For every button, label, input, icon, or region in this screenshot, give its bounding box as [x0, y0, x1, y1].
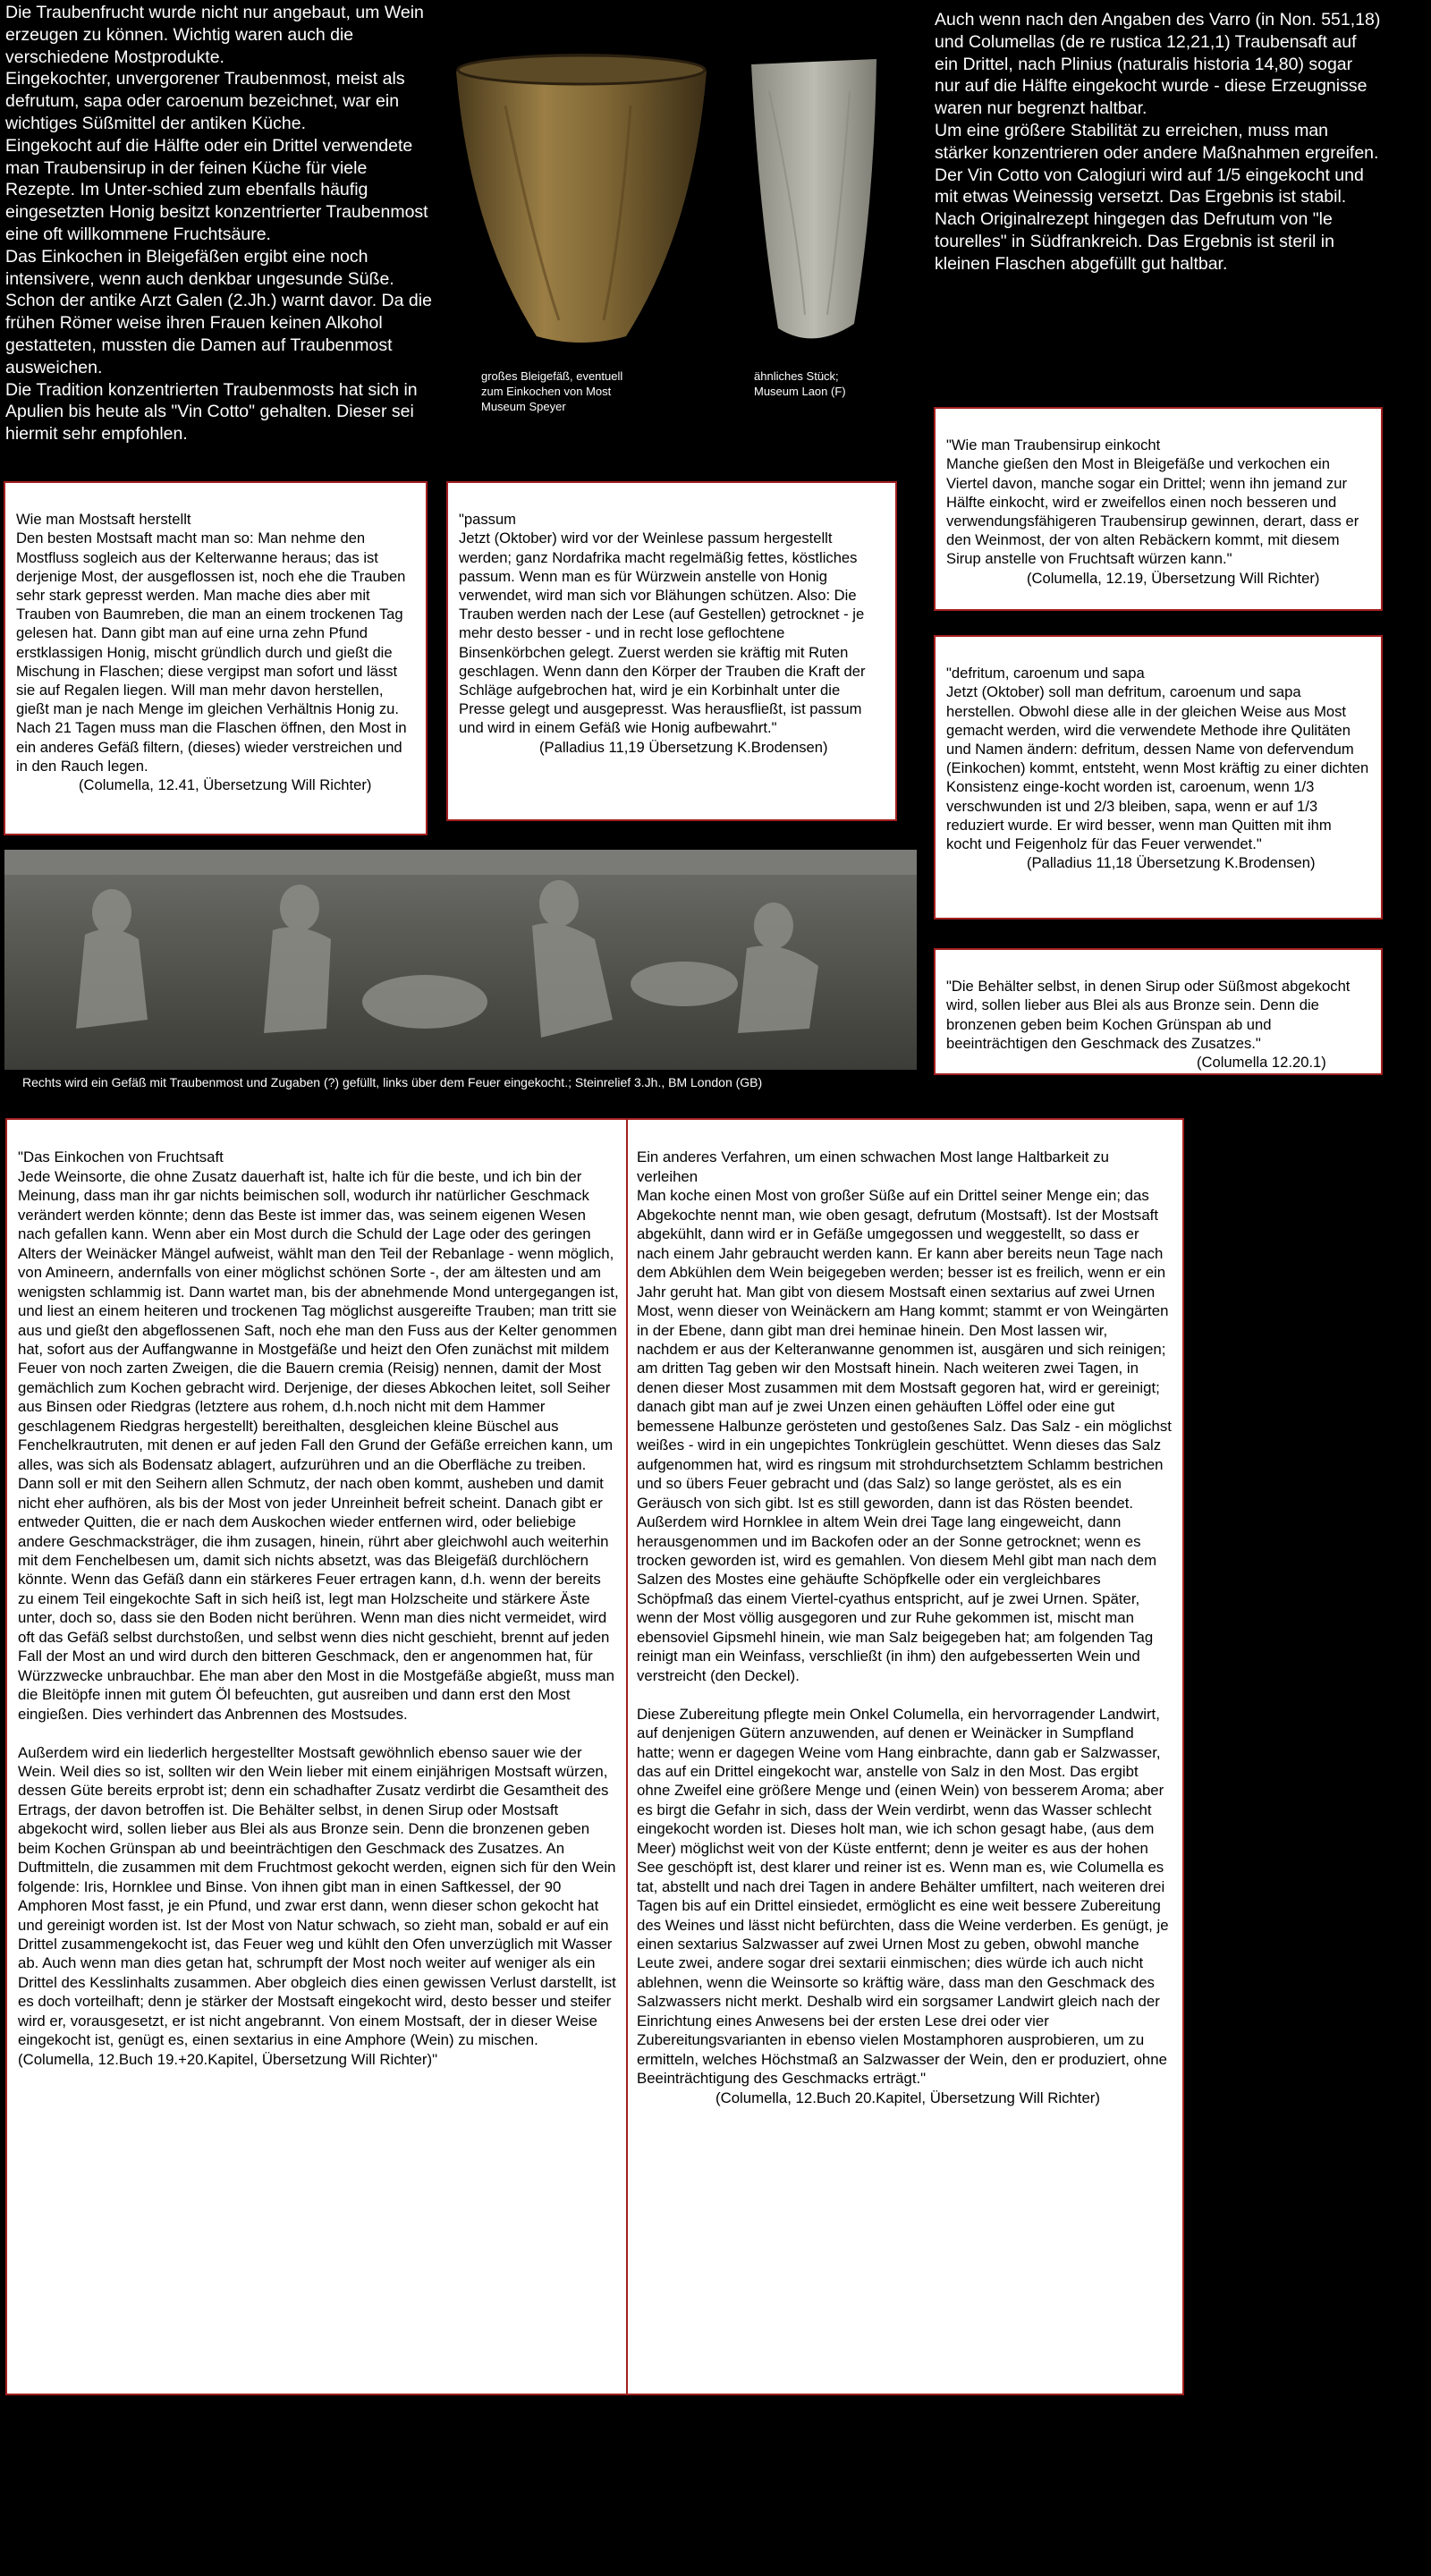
- vessel-1-caption: großes Bleigefäß, eventuell zum Einkochen von Most Museum Speyer: [481, 369, 623, 413]
- vessel-2-caption: ähnliches Stück; Museum Laon (F): [754, 369, 846, 398]
- quote-box-traubensirup: [934, 407, 1383, 611]
- quote-body: "Das Einkochen von Fruchtsaft Jede Weinsorte, die ohne Zusatz dauerhaft ist, halte ich für die beste, und ich bin der Meinung, dass man ihr gar nichts beimischen soll, wodurch ihr natürlicher Geschmack verändert werden könnte; denn das Beste ist immer das, was seinem eigenen Wesen nach gefallen kann. Wenn aber ein Most durch die Schuld der Lage oder des geringen Alters der Weinäcker Mängel aufweist, wählt man den Teil der Rebanlage - wenn möglich, von Amineern, andernfalls von einer möglichst schönen Sorte -, der am ältesten und am wenigsten schlammig ist. Dann wartet man, bis der abnehmende Mond untergegangen ist, und liest an einem heiteren und trockenen Tag möglichst ausgereifte Trauben; man tritt sie aus und gießt den abgeflossenen Saft, noch ehe man den Fuss aus der Kelter genommen hat, sofort aus der Auffangwanne in Mostgefäße und heizt den Ofen zunächst mit mildem Feuer von noch zarten Zweigen, die die Bauern cremia (Reisig) nennen, damit der Most gemächlich zum Kochen gebracht wird. Derjenige, der dieses Abkochen leitet, soll Seiher aus Binsen oder Riedgras (letztere aus rohem, d.h.noch nicht mit dem Hammer geschlagenem Riedgras hergestellt) bereithalten, desgleichen kleine Büschel aus Fenchelkrautruten, mit denen er auf jeden Fall den Grund der Gefäße erreichen kann, um alles, was sich als Bodensatz ablagert, aufzurühren und an die Oberfläche zu treiben. Dann soll er mit den Seihern allen Schmutz, der nach oben kommt, ausheben und damit nicht eher aufhören, als bis der Most von jeder Unreinheit befreit scheint. Danach gibt er entweder Quitten, die er nach dem Auskochen wieder entfernen wird, oder beliebige andere Geschmacksträger, die ihm zusagen, hinein, rührt aber gleichwohl auch weiterhin mit dem Fenchelbesen um, damit sich nichts absetzt, was das Bleigefäß durchlöchern könnte. Wenn das Gefäß dann ein stärkeres Feuer ertragen kann, d.h. wenn der bereits zu einem Teil eingekochte Saft in sich heiß ist, legt man Holzscheite und stärkere Äste unter, doch so, dass sie den Boden nicht berühren. Wenn man dies nicht vermeidet, wird oft das Gefäß selbst durchstoßen, und selbst wenn dies nicht geschieht, brennt auf jeden Fall der Most an und wird durch den bitteren Geschmack, den er angenommen hat, für Würzzwecke unbrauchbar. Ehe man aber den Most in die Mostgefäße abgießt, muss man die Bleitöpfe innen mit gutem Öl befeuchten, gut ausreiben und dann erst den Most eingießen. Dies verhindert das Anbrennen des Mostsudes. Außerdem wird ein liederlich hergestellter Mostsaft gewöhnlich ebenso sauer wie der Wein. Weil dies so ist, sollten wir den Wein lieber mit einem einjährigen Mostsaft würzen, dessen Güte bereits erprobt ist; denn ein schadhafter Zusatz verdirbt die Gesamtheit des Ertrags, der davon betroffen ist. Die Behälter selbst, in denen Sirup oder Mostsaft abgekocht wird, sollen lieber aus Blei als aus Bronze sein. Denn die bronzenen geben beim Kochen Grünspan ab und beeinträchtigen den Geschmack des Zusatzes. An Duftmitteln, die zusammen mit dem Fruchtmost gekocht werden, eignen sich für den Wein folgende: Iris, Hornklee und Binse. Von ihnen gibt man in einen Saftkessel, der 90 Amphoren Most fasst, je ein Pfund, und zwar erst dann, wenn dieser schon gekocht hat und gereinigt worden ist. Ist der Most von Natur schwach, so zieht man, sobald er auf ein Drittel zusammengekocht ist, das Feuer weg und kühlt den Ofen unverzüglich mit Wasser ab. Auch wenn man dies getan hat, schrumpft der Most noch weiter auf weniger als ein Drittel des Kesslinhalts zusammen. Aber obgleich dies einen gewissen Verlust darstellt, ist es doch vorteilhaft; denn je stärker der Mostsaft eingekocht wird, desto besser und steifer wird er, vorausgesetzt, er ist nicht angebrannt. Von einem Mostsaft, der in dieser Weise eingekocht ist, genügt es, einen sextarius in eine Amphore (Wein) zu mischen. (Columella, 12.Buch 19.+20.Kapitel, Übersetzung Will Richter)": [18, 1148, 619, 2068]
- relief-caption: Rechts wird ein Gefäß mit Traubenmost und Zugaben (?) gefüllt, links über dem Feuer eingekocht.; Steinrelief 3.Jh., BM London (GB): [22, 1075, 763, 1089]
- similar-vessel-photo: [742, 55, 885, 360]
- quote-body: Ein anderes Verfahren, um einen schwachen Most lange Haltbarkeit zu verleihen Man koche einen Most von großer Süße auf ein Drittel seiner Menge ein; das Abgekochte nennt man, wie oben gesagt, defrutum (Mostsaft). Ist der Mostsaft abgekühlt, dann wird er in Gefäße umgegossen und weggestellt, so dass er nach einem Jahr gebraucht werden kann. Er kann aber bereits neun Tage nach dem Abkühlen dem Wein beigegeben werden; besser ist es freilich, wenn er ein Jahr geruht hat. Man gibt von diesem Mostsaft einen sextarius auf zwei Urnen Most, wenn dieser von Weinäckern am Hang kommt; stammt er von Weingärten in der Ebene, dann gibt man drei heminae hinein. Den Most lassen wir, nachdem er aus der Kelteranwanne genommen ist, ausgären und sich reinigen; am dritten Tag geben wir den Mostsaft hinein. Nach weiteren zwei Tagen, in denen dieser Most zusammen mit dem Mostsaft gegoren hat, wird er gereinigt; danach gibt man auf je zwei Unzen einen gehäuften Löffel oder eine gut bemessene Halbunze gerösteten und gestoßenes Salz. Das Salz - ein möglichst weißes - wird in ein ungepichtes Tonkrüglein geschüttet. Wenn dieses das Salz aufgenommen hat, wird es ringsum mit strohdurchsetztem Schlamm bestrichen und so übers Feuer gebracht und (das Salz) so lange geröstet, als es ein Geräusch von sich gibt. Ist es still geworden, dann ist das Rösten beendet. Außerdem wird Hornklee in altem Wein drei Tage lang eingeweicht, dann herausgenommen und im Backofen oder an der Sonne getrocknet; wenn es trocken geworden ist, wird es gemahlen. Von diesem Mehl gibt man nach dem Salzen des Mostes eine gehäufte Schöpfkelle oder ein vergleichbares Schöpfmaß das einem Viertel-cyathus entspricht, auf je zwei Urnen. Später, wenn der Most völlig ausgegoren und zur Ruhe gekommen ist, mischt man ebensoviel Gipsmehl hinein, wie man Salz beigegeben hat; am folgenden Tag reinigt man ein Weinfass, verschließt (in ihm) den aufgebesserten Wein und verstreicht (den Deckel). Diese Zubereitung pflegte mein Onkel Columella, ein hervorragender Landwirt, auf denjenigen Gütern anzuwenden, auf denen er Weinäcker in Sumpfland hatte; wenn er dagegen Weine vom Hang einbrachte, dann gab er Salzwasser, das auf ein Drittel eingekocht war, anstelle von Salz in den Most. Das ergibt ohne Zweifel eine größere Menge und (einen Wein) von besserem Aroma; aber es birgt die Gefahr in sich, dass der Wein verdirbt, wenn das Wasser schlecht eingekocht worden ist. Dieses holt man, wie ich schon gesagt habe, (aus dem Meer) möglichst weit von der Küste entfernt; denn je weiter es aus der hohen See geschöpft ist, dest klarer und reiner ist es. Wenn man es, wie Columella es tat, abstellt und nach drei Tagen in andere Behälter umfiltert, nach weiteren drei Tagen bis auf ein Drittel einsiedet, ermöglicht es eine weit bessere Zubereitung des Weines und lässt nicht befürchten, dass die Weine verderben. Es genügt, je einen sextarius Salzwasser auf zwei Urnen Most zu geben, obwohl manche Leute zwei, andere sogar drei sextarii einmischen; dies würde ich auch nicht ablehnen, wenn die Weinsorte so kräftig wäre, dass man den Geschmack des Salzwassers nicht merkt. Deshalb wird ein sorgsamer Landwirt gleich nach der Einrichtung eines Anwesens bei der ersten Lese drei oder vier Zubereitungsvarianten in ebenso vielen Mostamphoren ausprobieren, um zu ermitteln, welches Höchstmaß an Salzwasser der Wein, den er produziert, ohne Beeinträchtigung des Geschmacks erträgt.": [637, 1148, 1172, 2088]
- quote-citation: (Palladius 11,18 Übersetzung K.Brodensen): [1027, 854, 1316, 872]
- quote-box-passum: [446, 481, 897, 821]
- quote-box-mostsaft: [4, 481, 428, 835]
- quote-body: "defritum, caroenum und sapa Jetzt (Oktober) soll man defritum, caroenum und sapa herstellen. Obwohl diese alle in der gleichen Weise aus Most gemacht werden, wird die verwendete Methode ihre Qulitäten und Namen ändern: defritum, dessen Name von defervendum (Einkochen) kommt, entsteht, wenn Most kräftig zu einer dichten Konsistenz einge-kocht worden ist, caroenum, wenn 1/3 verschwunden ist und 2/3 bleiben, sapa, wenn er auf 1/3 reduziert wurde. Er wird besser, wenn man Quitten mit ihm kocht und Feigenholz für das Feuer verwendet.": [946, 665, 1369, 853]
- quote-body: Wie man Mostsaft herstellt Den besten Mostsaft macht man so: Man nehme den Mostfluss sogleich aus der Kelterwanne heraus; das ist derjenige Most, der ausgeflossen ist, noch ehe die Trauben sehr stark gepresst werden. Man mache dies aber mit Trauben von Baumreben, die man an einem trockenen Tag gelesen hat. Dann gibt man auf eine urna zehn Pfund erstklassigen Honig, mischt gründlich durch und gießt die Mischung in Flaschen; diese vergipst man sofort und lässt sie auf Regalen liegen. Will man mehr davon herstellen, gießt man je nach Menge im gleichen Verhältnis Honig zu. Nach 21 Tagen muss man die Flaschen öffnen, den Most in ein anderes Gefäß filtern, (dieses) wieder verstreichen und in den Rauch legen.: [16, 511, 407, 775]
- quote-box-behaelter: [934, 948, 1383, 1075]
- quote-box-einkochen: [5, 1118, 631, 2395]
- intro-right-text: Auch wenn nach den Angaben des Varro (in Non. 551,18) und Columellas (de re rustica 12,21,1) Traubensaft auf ein Drittel, nach Plinius (naturalis historia 14,80) sogar nur auf die Hälfte eingekocht wurde - diese Erzeugnisse waren nur begrenzt haltbar. Um eine größere Stabilität zu erreichen, muss man stärker konzentrieren oder andere Maßnahmen ergreifen. Der Vin Cotto von Calogiuri wird auf 1/5 eingekocht und mit etwas Weinessig versetzt. Das Ergebnis ist stabil. Nach Originalrezept hingegen das Defrutum von "le tourelles" in Südfrankreich. Das Ergebnis ist steril in kleinen Flaschen abgefüllt gut haltbar.: [935, 10, 1381, 274]
- stone-relief-photo: [4, 850, 917, 1070]
- quote-body: "passum Jetzt (Oktober) wird vor der Weinlese passum hergestellt werden; ganz Nordafrika macht regelmäßig fettes, köstliches passum. Wenn man es für Würzwein anstelle von Honig verwendet, wird man sich vor Blähungen schützen. Also: Die Trauben werden nach der Lese (auf Gestellen) getrocknet - je mehr desto besser - und in recht lose geflochtene Binsenkörbchen gelegt. Zuerst werden sie kräftig mit Ruten geschlagen. Wenn dann den Körper der Trauben die Kraft der Schläge aufgebrochen hat, wird je ein Korbinhalt unter die Presse gelegt und ausgepresst. Was herausfließt, ist passum und wird in einem Gefäß wie Honig aufbewahrt.": [459, 511, 866, 737]
- quote-citation: (Columella 12.20.1): [1197, 1054, 1326, 1072]
- quote-box-defritum: [934, 635, 1383, 919]
- intro-left-text: Die Traubenfrucht wurde nicht nur angebaut, um Wein erzeugen zu können. Wichtig waren auch die verschiedene Mostprodukte. Eingekochter, unvergorener Traubenmost, meist als defrutum, sapa oder caroenum bezeichnet, war ein wichtiges Süßmittel der antiken Küche. Eingekocht auf die Hälfte oder ein Drittel verwendete man Traubensirup in der feinen Küche für viele Rezepte. Im Unter-schied zum ebenfalls häufig eingesetzten Honig besitzt konzentrierter Traubenmost eine oft willkommene Fruchtsäure. Das Einkochen in Bleigefäßen ergibt eine noch intensivere, wenn auch denkbar ungesunde Süße. Schon der antike Arzt Galen (2.Jh.) warnt davor. Da die frühen Römer weise ihren Frauen keinen Alkohol gestatteten, mussten die Damen auf Traubenmost ausweichen. Die Tradition konzentrierten Traubenmosts hat sich in Apulien bis heute als "Vin Cotto" gehalten. Dieser sei hiermit sehr empfohlen.: [5, 3, 432, 445]
- quote-body: "Wie man Traubensirup einkocht Manche gießen den Most in Bleigefäße und verkochen ein Viertel davon, manche sogar ein Drittel; wenn ihn jemand zur Hälfte einkocht, wird er zweifellos einen noch besseren und verwendungsfähigeren Traubensirup gewinnen, derart, dass er den Weinmost, der von alten Rebäckern kommt, mit diesem Sirup anstelle von Fruchtsaft würzen kann.": [946, 436, 1359, 568]
- quote-box-anderes-verfahren: [626, 1118, 1184, 2395]
- quote-body: "Die Behälter selbst, in denen Sirup oder Süßmost abgekocht wird, sollen lieber aus Blei als aus Bronze sein. Denn die bronzenen geben beim Kochen Grünspan ab und beeinträchtigen den Geschmack des Zusatzes.": [946, 978, 1351, 1052]
- quote-citation: (Palladius 11,19 Übersetzung K.Brodensen): [539, 738, 828, 756]
- quote-citation: (Columella, 12.Buch 20.Kapitel, Übersetzung Will Richter): [716, 2089, 1100, 2106]
- lead-vessel-photo: [452, 52, 711, 347]
- quote-citation: (Columella, 12.19, Übersetzung Will Richter): [1027, 569, 1320, 587]
- quote-citation: (Columella, 12.41, Übersetzung Will Richter): [79, 776, 372, 794]
